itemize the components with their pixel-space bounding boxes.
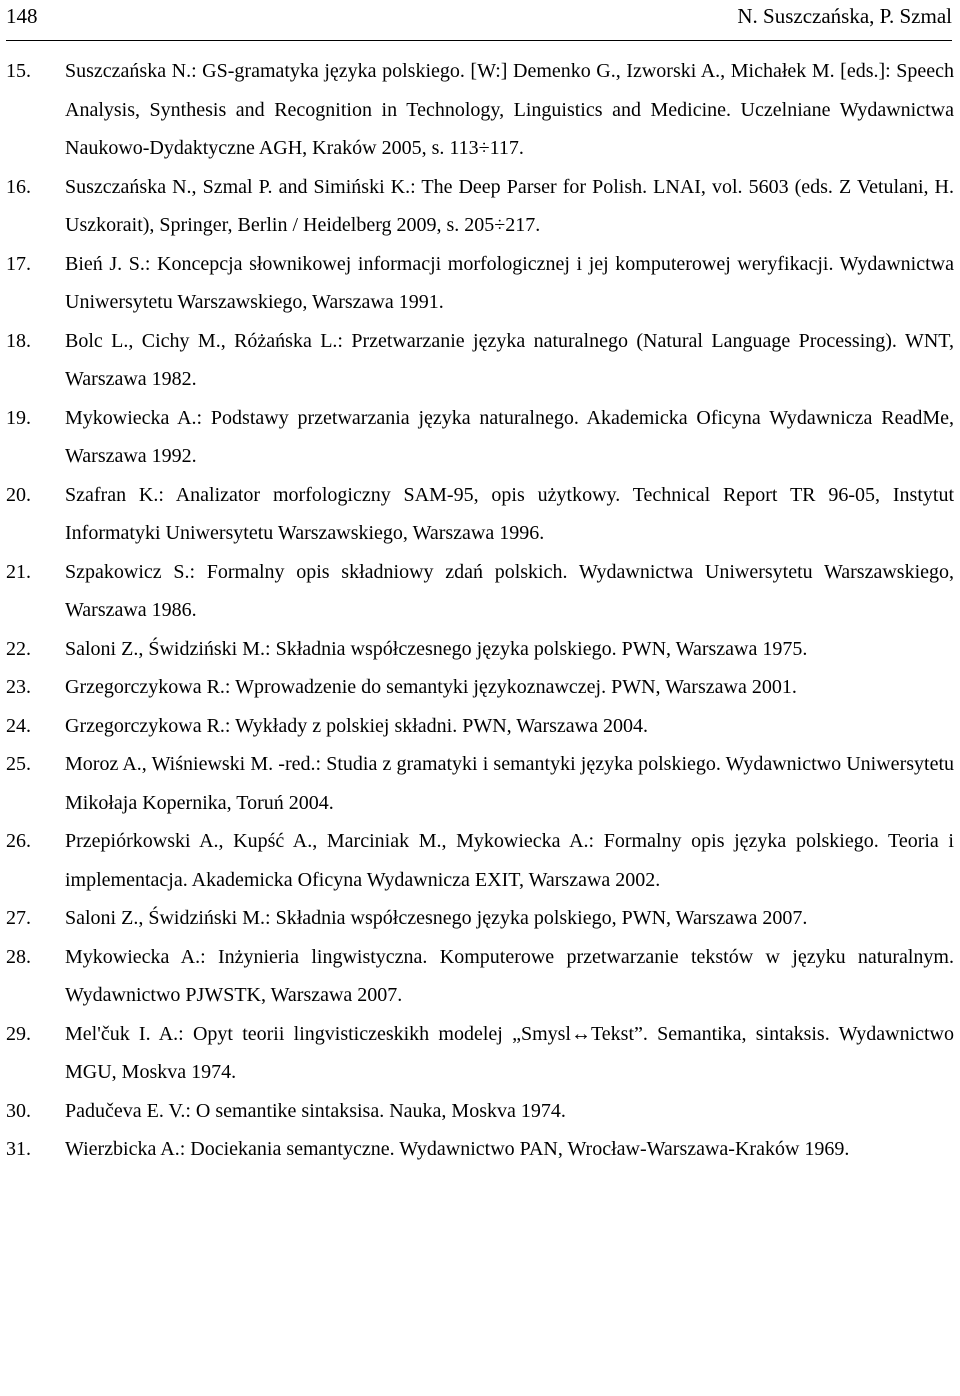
reference-item xyxy=(6,1092,954,1131)
reference-item xyxy=(6,322,954,399)
reference-number: 27. xyxy=(6,907,31,929)
reference-number: 26. xyxy=(6,830,31,852)
reference-text: Grzegorczykowa R.: Wykłady z polskiej składni. PWN, Warszawa 2004. xyxy=(65,714,648,737)
reference-item xyxy=(6,822,954,899)
reference-list xyxy=(6,52,954,1169)
reference-item xyxy=(6,553,954,630)
reference-number: 19. xyxy=(6,406,31,429)
reference-item xyxy=(6,52,954,168)
reference-text: Mykowiecka A.: Podstawy przetwarzania języka naturalnego. Akademicka Oficyna Wydawnicza ReadMe, Warszawa 1992. xyxy=(65,406,954,467)
reference-item xyxy=(6,707,954,746)
reference-item xyxy=(6,1130,954,1169)
reference-item xyxy=(6,668,954,707)
reference-item xyxy=(6,1015,954,1092)
reference-number: 31. xyxy=(6,1138,31,1160)
reference-item xyxy=(6,245,954,322)
page-number: 148 xyxy=(6,4,38,28)
reference-item xyxy=(6,938,954,1015)
reference-number: 16. xyxy=(6,175,31,198)
page-header xyxy=(6,0,952,41)
reference-number: 18. xyxy=(6,329,31,352)
reference-number: 25. xyxy=(6,753,31,775)
reference-item xyxy=(6,899,954,938)
reference-text: Moroz A., Wiśniewski M. -red.: Studia z gramatyki i semantyki języka polskiego. Wydawnictwo Uniwersytetu Mikołaja Kopernika, Toruń 2004. xyxy=(65,753,954,814)
reference-text: Mel'čuk I. A.: Opyt teorii lingvisticzeskikh modelej „Smysl↔Tekst”. Semantika, sintaksis. Wydawnictwo MGU, Moskva 1974. xyxy=(65,1022,954,1083)
reference-text: Saloni Z., Świdziński M.: Składnia współczesnego języka polskiego. PWN, Warszawa 1975. xyxy=(65,637,808,660)
reference-text: Wierzbicka A.: Dociekania semantyczne. Wydawnictwo PAN, Wrocław-Warszawa-Kraków 1969. xyxy=(65,1138,850,1160)
reference-number: 22. xyxy=(6,637,31,660)
reference-item xyxy=(6,168,954,245)
reference-text: Saloni Z., Świdziński M.: Składnia współczesnego języka polskiego, PWN, Warszawa 2007. xyxy=(65,907,808,929)
reference-number: 30. xyxy=(6,1099,31,1122)
reference-number: 24. xyxy=(6,714,31,737)
reference-text: Przepiórkowski A., Kupść A., Marciniak M., Mykowiecka A.: Formalny opis języka polskiego. Teoria i implementacja. Akademicka Oficyna Wydawnicza EXIT, Warszawa 2002. xyxy=(65,830,954,891)
reference-number: 23. xyxy=(6,676,31,698)
reference-number: 20. xyxy=(6,483,31,506)
reference-text: Grzegorczykowa R.: Wprowadzenie do semantyki językoznawczej. PWN, Warszawa 2001. xyxy=(65,676,797,698)
reference-item xyxy=(6,399,954,476)
reference-text: Padučeva E. V.: O semantike sintaksisa. Nauka, Moskva 1974. xyxy=(65,1099,566,1122)
reference-number: 21. xyxy=(6,560,31,583)
reference-text: Bień J. S.: Koncepcja słownikowej informacji morfologicznej i jej komputerowej weryfikacji. Wydawnictwa Uniwersytetu Warszawskiego, Warszawa 1991. xyxy=(65,252,954,313)
reference-number: 15. xyxy=(6,60,31,82)
reference-number: 28. xyxy=(6,945,31,968)
reference-text: Szafran K.: Analizator morfologiczny SAM-95, opis użytkowy. Technical Report TR 96-05, Instytut Informatyki Uniwersytetu Warszawskiego, Warszawa 1996. xyxy=(65,483,954,544)
reference-item xyxy=(6,476,954,553)
reference-text: Mykowiecka A.: Inżynieria lingwistyczna. Komputerowe przetwarzanie tekstów w języku naturalnym. Wydawnictwo PJWSTK, Warszawa 2007. xyxy=(65,945,954,1006)
reference-text: Suszczańska N.: GS-gramatyka języka polskiego. [W:] Demenko G., Izworski A., Michałek M. [eds.]: Speech Analysis, Synthesis and Recognition in Technology, Linguistics and Medicine. Uczelniane Wydawnictwa Naukowo-Dydaktyczne AGH, Kraków 2005, s. 113÷117. xyxy=(65,60,954,159)
reference-number: 17. xyxy=(6,252,31,275)
reference-item xyxy=(6,745,954,822)
reference-text: Suszczańska N., Szmal P. and Simiński K.: The Deep Parser for Polish. LNAI, vol. 5603 (eds. Z Vetulani, H. Uszkorait), Springer, Berlin / Heidelberg 2009, s. 205÷217. xyxy=(65,175,954,236)
reference-number: 29. xyxy=(6,1022,31,1045)
running-head-authors: N. Suszczańska, P. Szmal xyxy=(737,4,952,28)
reference-item xyxy=(6,630,954,669)
reference-text: Szpakowicz S.: Formalny opis składniowy zdań polskich. Wydawnictwa Uniwersytetu Warszawskiego, Warszawa 1986. xyxy=(65,560,954,621)
reference-text: Bolc L., Cichy M., Różańska L.: Przetwarzanie języka naturalnego (Natural Language Processing). WNT, Warszawa 1982. xyxy=(65,329,954,390)
